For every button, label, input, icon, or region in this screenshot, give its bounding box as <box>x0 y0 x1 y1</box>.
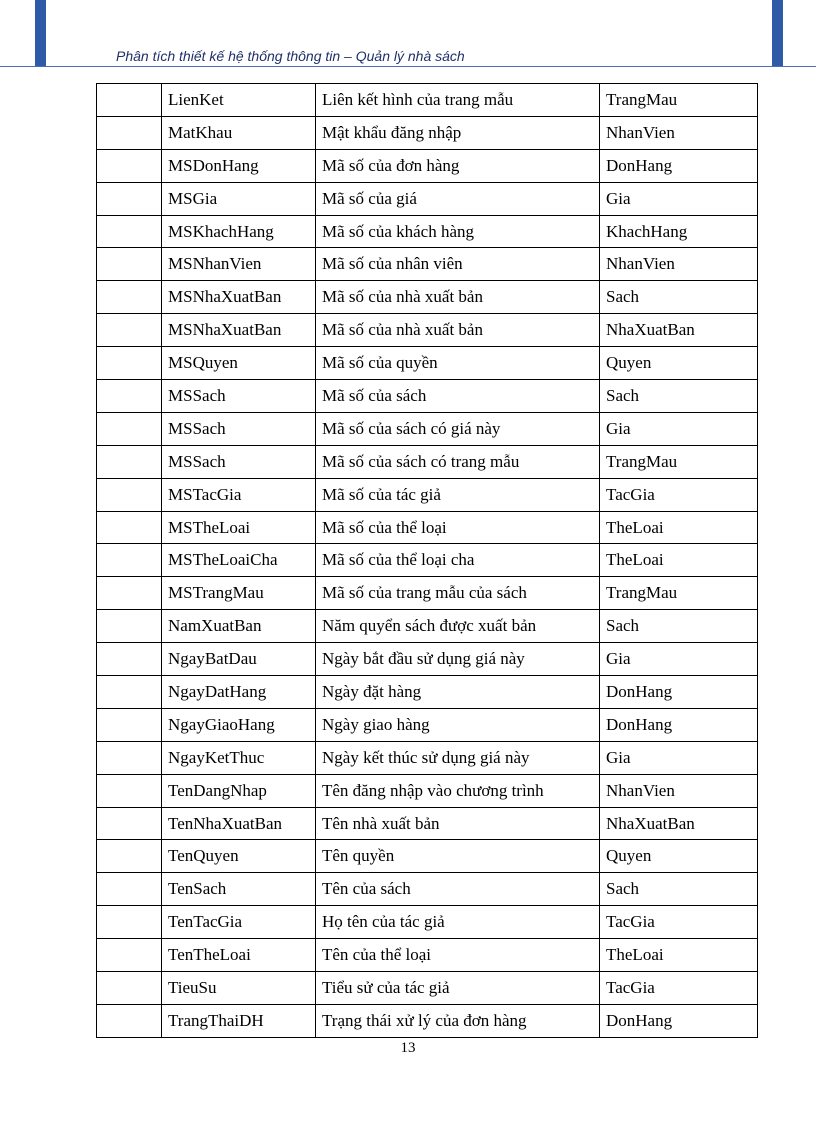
table-row <box>97 741 758 774</box>
field-name-cell: MSSach <box>162 380 316 413</box>
field-name-cell: MSNhaXuatBan <box>162 314 316 347</box>
row-index-cell <box>97 939 162 972</box>
row-index-cell <box>97 906 162 939</box>
row-index-cell <box>97 412 162 445</box>
table-row <box>97 347 758 380</box>
table-name-cell: KhachHang <box>600 215 758 248</box>
table-name-cell: DonHang <box>600 708 758 741</box>
table-row <box>97 215 758 248</box>
row-index-cell <box>97 676 162 709</box>
table-row <box>97 511 758 544</box>
row-index-cell <box>97 511 162 544</box>
field-name-cell: TenNhaXuatBan <box>162 807 316 840</box>
data-dictionary-body <box>97 84 758 1038</box>
table-row <box>97 412 758 445</box>
description-cell: Ngày đặt hàng <box>316 676 600 709</box>
field-name-cell: MSDonHang <box>162 149 316 182</box>
description-cell: Mã số của sách có giá này <box>316 412 600 445</box>
description-cell: Tên đăng nhập vào chương trình <box>316 774 600 807</box>
table-name-cell: DonHang <box>600 676 758 709</box>
table-name-cell: NhanVien <box>600 116 758 149</box>
table-name-cell: Sach <box>600 281 758 314</box>
table-row <box>97 314 758 347</box>
table-row <box>97 906 758 939</box>
field-name-cell: MSTheLoaiCha <box>162 544 316 577</box>
table-name-cell: Quyen <box>600 840 758 873</box>
page-header-title: Phân tích thiết kế hệ thống thông tin – Quản lý nhà sách <box>116 48 465 64</box>
row-index-cell <box>97 215 162 248</box>
field-name-cell: TieuSu <box>162 972 316 1005</box>
table-name-cell: TheLoai <box>600 939 758 972</box>
field-name-cell: NgayDatHang <box>162 676 316 709</box>
row-index-cell <box>97 478 162 511</box>
row-index-cell <box>97 380 162 413</box>
description-cell: Tên nhà xuất bản <box>316 807 600 840</box>
row-index-cell <box>97 807 162 840</box>
description-cell: Trạng thái xử lý của đơn hàng <box>316 1004 600 1037</box>
row-index-cell <box>97 643 162 676</box>
table-row <box>97 774 758 807</box>
description-cell: Ngày bắt đầu sử dụng giá này <box>316 643 600 676</box>
description-cell: Mã số của thể loại cha <box>316 544 600 577</box>
row-index-cell <box>97 1004 162 1037</box>
description-cell: Mã số của quyền <box>316 347 600 380</box>
description-cell: Liên kết hình của trang mẫu <box>316 84 600 117</box>
field-name-cell: TenSach <box>162 873 316 906</box>
table-name-cell: Sach <box>600 873 758 906</box>
table-row <box>97 577 758 610</box>
table-row <box>97 149 758 182</box>
description-cell: Năm quyển sách được xuất bản <box>316 610 600 643</box>
field-name-cell: TrangThaiDH <box>162 1004 316 1037</box>
row-index-cell <box>97 774 162 807</box>
description-cell: Mã số của trang mẫu của sách <box>316 577 600 610</box>
table-name-cell: Gia <box>600 182 758 215</box>
field-name-cell: TenTacGia <box>162 906 316 939</box>
description-cell: Mã số của sách có trang mẫu <box>316 445 600 478</box>
table-row <box>97 840 758 873</box>
row-index-cell <box>97 708 162 741</box>
field-name-cell: MSNhaXuatBan <box>162 281 316 314</box>
description-cell: Ngày giao hàng <box>316 708 600 741</box>
field-name-cell: LienKet <box>162 84 316 117</box>
description-cell: Tên của sách <box>316 873 600 906</box>
description-cell: Mã số của đơn hàng <box>316 149 600 182</box>
table-row <box>97 182 758 215</box>
field-name-cell: MSKhachHang <box>162 215 316 248</box>
description-cell: Tên của thể loại <box>316 939 600 972</box>
description-cell: Ngày kết thúc sử dụng giá này <box>316 741 600 774</box>
row-index-cell <box>97 840 162 873</box>
row-index-cell <box>97 347 162 380</box>
header-divider <box>0 66 816 67</box>
field-name-cell: MSQuyen <box>162 347 316 380</box>
field-name-cell: MSSach <box>162 445 316 478</box>
row-index-cell <box>97 116 162 149</box>
row-index-cell <box>97 445 162 478</box>
table-name-cell: TrangMau <box>600 577 758 610</box>
row-index-cell <box>97 84 162 117</box>
field-name-cell: NamXuatBan <box>162 610 316 643</box>
table-name-cell: Sach <box>600 380 758 413</box>
table-row <box>97 116 758 149</box>
field-name-cell: MSTacGia <box>162 478 316 511</box>
field-name-cell: TenTheLoai <box>162 939 316 972</box>
description-cell: Mã số của thể loại <box>316 511 600 544</box>
row-index-cell <box>97 314 162 347</box>
field-name-cell: NgayBatDau <box>162 643 316 676</box>
table-row <box>97 972 758 1005</box>
field-name-cell: NgayGiaoHang <box>162 708 316 741</box>
row-index-cell <box>97 577 162 610</box>
table-name-cell: TacGia <box>600 906 758 939</box>
table-name-cell: Sach <box>600 610 758 643</box>
table-name-cell: DonHang <box>600 1004 758 1037</box>
row-index-cell <box>97 182 162 215</box>
row-index-cell <box>97 873 162 906</box>
description-cell: Mã số của nhà xuất bản <box>316 314 600 347</box>
row-index-cell <box>97 741 162 774</box>
field-name-cell: MSTrangMau <box>162 577 316 610</box>
header-accent-bar-right <box>772 0 783 67</box>
table-name-cell: TrangMau <box>600 445 758 478</box>
table-row <box>97 248 758 281</box>
header-accent-bar-left <box>35 0 46 67</box>
table-name-cell: DonHang <box>600 149 758 182</box>
field-name-cell: TenQuyen <box>162 840 316 873</box>
page-number: 13 <box>400 1040 416 1056</box>
table-name-cell: TheLoai <box>600 544 758 577</box>
table-row <box>97 281 758 314</box>
row-index-cell <box>97 972 162 1005</box>
table-name-cell: TacGia <box>600 478 758 511</box>
table-row <box>97 445 758 478</box>
table-row <box>97 1004 758 1037</box>
table-name-cell: TrangMau <box>600 84 758 117</box>
table-name-cell: NhaXuatBan <box>600 314 758 347</box>
table-row <box>97 478 758 511</box>
row-index-cell <box>97 544 162 577</box>
row-index-cell <box>97 281 162 314</box>
description-cell: Mã số của nhà xuất bản <box>316 281 600 314</box>
table-row <box>97 84 758 117</box>
field-name-cell: MSSach <box>162 412 316 445</box>
table-row <box>97 380 758 413</box>
field-name-cell: MSTheLoai <box>162 511 316 544</box>
row-index-cell <box>97 248 162 281</box>
description-cell: Mã số của giá <box>316 182 600 215</box>
field-name-cell: NgayKetThuc <box>162 741 316 774</box>
table-name-cell: NhaXuatBan <box>600 807 758 840</box>
table-name-cell: Gia <box>600 643 758 676</box>
table-row <box>97 610 758 643</box>
table-row <box>97 873 758 906</box>
description-cell: Mã số của sách <box>316 380 600 413</box>
table-row <box>97 643 758 676</box>
table-row <box>97 676 758 709</box>
table-row <box>97 939 758 972</box>
table-name-cell: TacGia <box>600 972 758 1005</box>
table-name-cell: Gia <box>600 412 758 445</box>
field-name-cell: MSGia <box>162 182 316 215</box>
description-cell: Tiểu sử của tác giả <box>316 972 600 1005</box>
row-index-cell <box>97 610 162 643</box>
table-name-cell: NhanVien <box>600 248 758 281</box>
table-row <box>97 544 758 577</box>
description-cell: Họ tên của tác giả <box>316 906 600 939</box>
table-name-cell: TheLoai <box>600 511 758 544</box>
description-cell: Tên quyền <box>316 840 600 873</box>
table-name-cell: NhanVien <box>600 774 758 807</box>
table-row <box>97 807 758 840</box>
row-index-cell <box>97 149 162 182</box>
field-name-cell: MatKhau <box>162 116 316 149</box>
description-cell: Mã số của nhân viên <box>316 248 600 281</box>
data-dictionary-table <box>96 83 758 1038</box>
description-cell: Mã số của khách hàng <box>316 215 600 248</box>
table-name-cell: Gia <box>600 741 758 774</box>
description-cell: Mã số của tác giả <box>316 478 600 511</box>
table-row <box>97 708 758 741</box>
field-name-cell: MSNhanVien <box>162 248 316 281</box>
field-name-cell: TenDangNhap <box>162 774 316 807</box>
description-cell: Mật khẩu đăng nhập <box>316 116 600 149</box>
table-name-cell: Quyen <box>600 347 758 380</box>
